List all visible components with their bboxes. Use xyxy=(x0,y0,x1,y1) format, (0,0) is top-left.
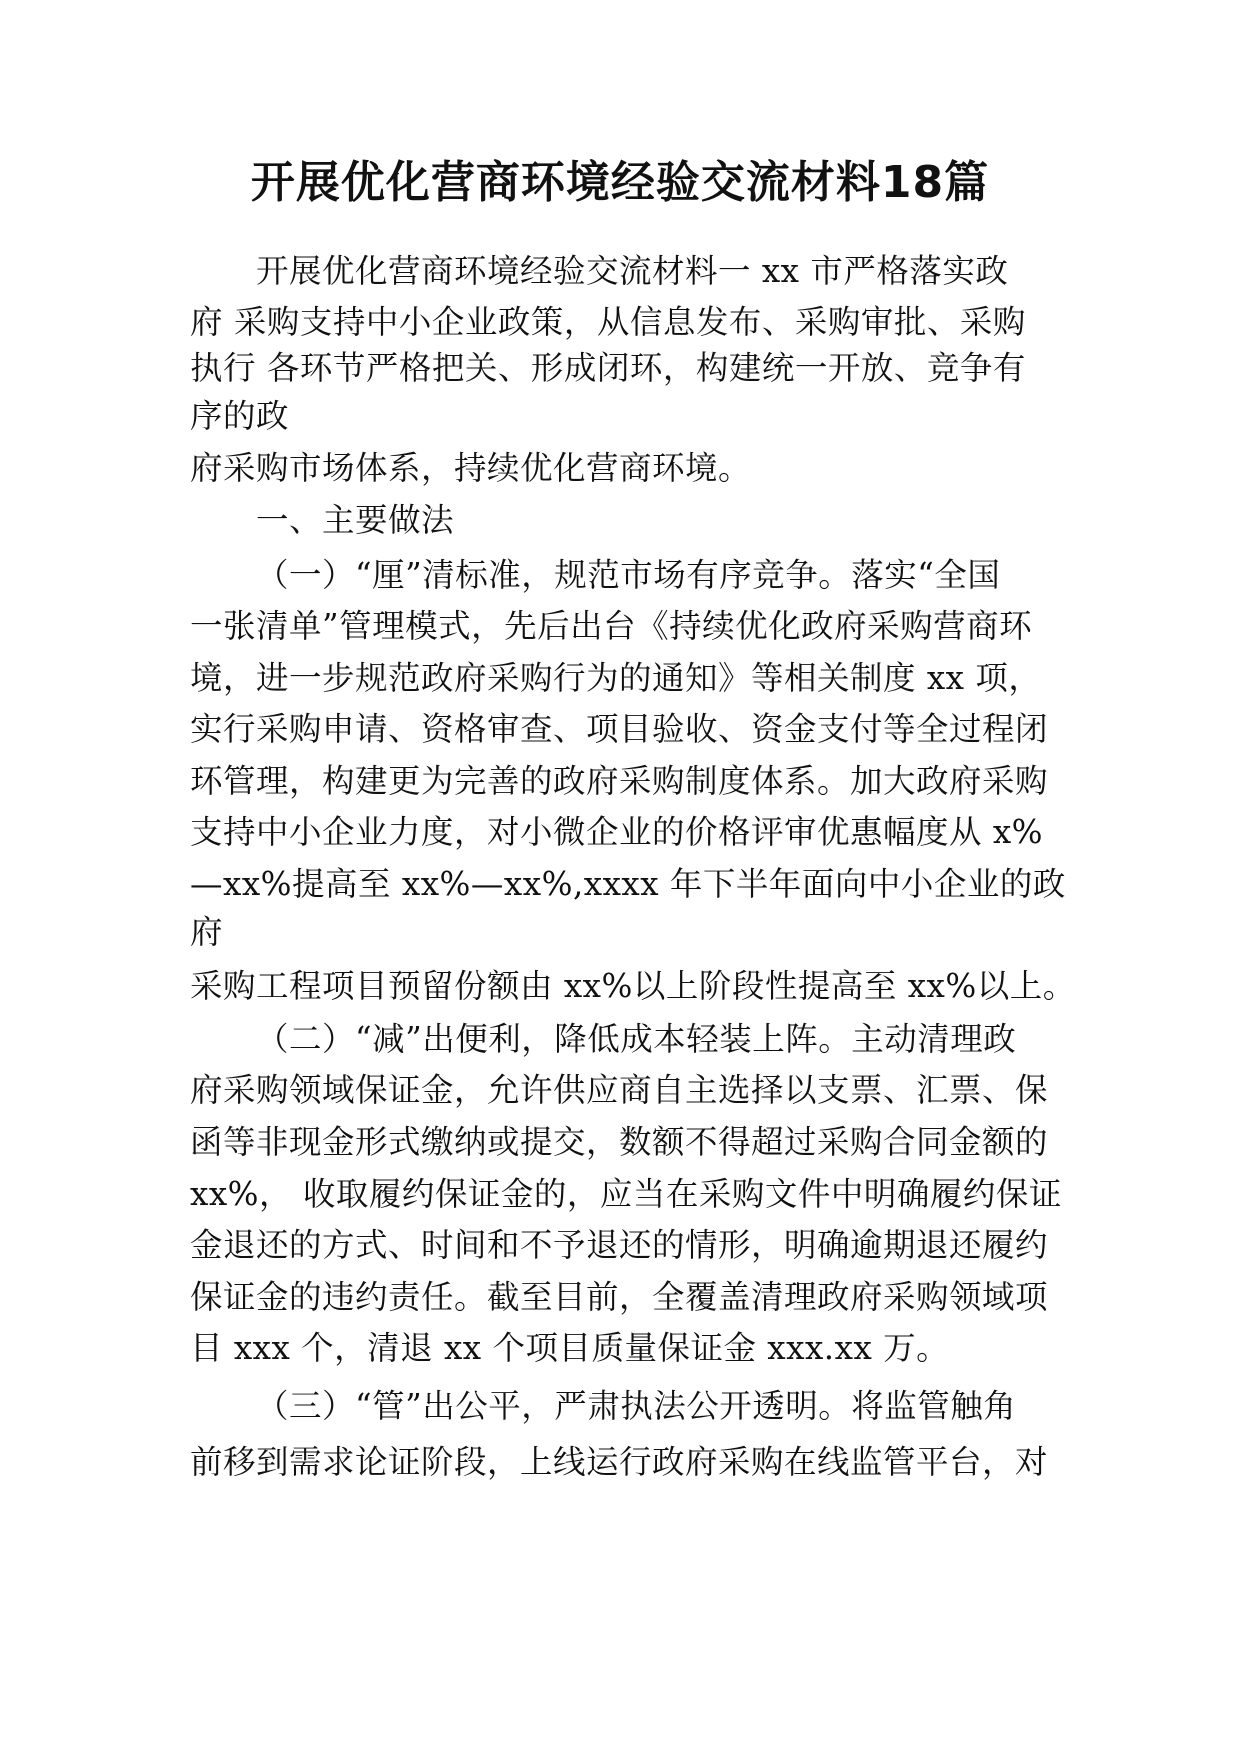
paragraph-line: 开展优化营商环境经验交流材料一 xx 市严格落实政 xyxy=(256,252,1009,290)
paragraph-line: 府采购领域保证金，允许供应商自主选择以支票、汇票、保 xyxy=(190,1071,1049,1109)
paragraph-line: 境，进一步规范政府采购行为的通知》等相关制度 xx 项， xyxy=(190,659,1042,697)
section-heading: 一、主要做法 xyxy=(256,501,455,539)
paragraph-line: 金退还的方式、时间和不予退还的情形，明确逾期退还履约 xyxy=(190,1226,1049,1264)
paragraph-line: —xx%提高至 xx%—xx%,xxxx 年下半年面向中小企业的政 xyxy=(190,865,1066,903)
paragraph-line: （一）“厘”清标准，规范市场有序竞争。落实“全国 xyxy=(256,556,1001,594)
paragraph-line: 支持中小企业力度，对小微企业的价格评审优惠幅度从 x% xyxy=(190,813,1044,851)
paragraph-line: 函等非现金形式缴纳或提交，数额不得超过采购合同金额的 xyxy=(190,1123,1049,1161)
paragraph-line: 府 xyxy=(190,913,224,951)
paragraph-line: 保证金的违约责任。截至目前，全覆盖清理政府采购领域项 xyxy=(190,1278,1049,1316)
paragraph-line: 环管理，构建更为完善的政府采购制度体系。加大政府采购 xyxy=(190,762,1049,800)
paragraph-line: 一张清单”管理模式，先后出台《持续优化政府采购营商环 xyxy=(190,607,1033,645)
paragraph-line: 采购工程项目预留份额由 xx%以上阶段性提高至 xx%以上。 xyxy=(190,967,1076,1005)
paragraph-line: 序的政 xyxy=(190,397,290,435)
paragraph-line: 执行 各环节严格把关、形成闭环，构建统一开放、竞争有 xyxy=(190,349,1026,387)
paragraph-line: （二）“减”出便利，降低成本轻装上阵。主动清理政 xyxy=(256,1020,1017,1058)
paragraph-line: 府 采购支持中小企业政策，从信息发布、采购审批、采购 xyxy=(190,303,1026,341)
document-title: 开展优化营商环境经验交流材料18篇 xyxy=(250,157,990,208)
paragraph-line: 府采购市场体系，持续优化营商环境。 xyxy=(190,449,752,487)
paragraph-line: 目 xxx 个，清退 xx 个项目质量保证金 xxx.xx 万。 xyxy=(190,1329,950,1367)
paragraph-line: xx%， 收取履约保证金的，应当在采购文件中明确履约保证 xyxy=(190,1175,1062,1213)
paragraph-line: （三）“管”出公平，严肃执法公开透明。将监管触角 xyxy=(256,1387,1017,1425)
paragraph-line: 前移到需求论证阶段，上线运行政府采购在线监管平台，对 xyxy=(190,1443,1049,1481)
paragraph-line: 实行采购申请、资格审查、项目验收、资金支付等全过程闭 xyxy=(190,710,1049,748)
